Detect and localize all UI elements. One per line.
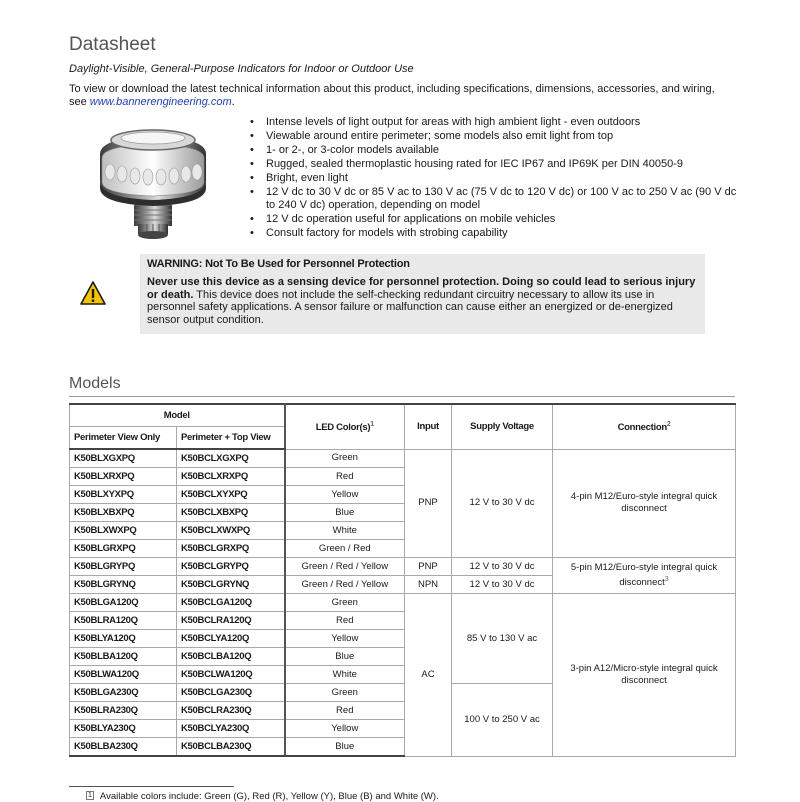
feature-item: • 12 V dc operation useful for applications on mobile vehicles	[250, 213, 740, 226]
models-section-title: Models	[69, 375, 121, 392]
table-row	[70, 449, 736, 468]
model-perimeter: K50BLXYXPQ	[70, 486, 177, 504]
model-perimeter-top: K50BCLXWXPQ	[177, 522, 285, 540]
header-connection	[553, 404, 736, 449]
model-perimeter-top: K50BCLGA120Q	[177, 594, 285, 612]
header-connection-label: Connection	[617, 422, 667, 434]
led-color: Green	[285, 684, 405, 702]
model-perimeter: K50BLGRXPQ	[70, 540, 177, 558]
supply-voltage: 85 V to 130 V ac	[452, 594, 553, 684]
page-subtitle: Daylight-Visible, General-Purpose Indicators for Indoor or Outdoor Use	[69, 63, 414, 75]
feature-item: • Bright, even light	[250, 172, 740, 185]
model-perimeter: K50BLYA120Q	[70, 630, 177, 648]
model-perimeter-top: K50BCLRA230Q	[177, 702, 285, 720]
connection-type	[553, 558, 736, 594]
feature-item: • Viewable around entire perimeter; some models also emit light from top	[250, 130, 740, 143]
section-divider	[69, 396, 735, 397]
warning-triangle-icon	[80, 281, 106, 305]
model-perimeter: K50BLGA230Q	[70, 684, 177, 702]
model-perimeter: K50BLXRXPQ	[70, 468, 177, 486]
led-color: White	[285, 666, 405, 684]
models-table	[69, 403, 736, 757]
feature-item: • 12 V dc to 30 V dc or 85 V ac to 130 V ac (75 V dc to 120 V dc) or 100 V ac to 250 V ac (90 V dc to 240 V dc) operation, depending on model	[250, 186, 740, 212]
supply-voltage: 12 V to 30 V dc	[452, 558, 553, 576]
footnote-ref[interactable]: 1	[370, 421, 374, 429]
model-perimeter: K50BLXBXPQ	[70, 504, 177, 522]
footnote-text: Available colors include: Green (G), Red (R), Yellow (Y), Blue (B) and White (W).	[99, 791, 439, 802]
led-color: Yellow	[285, 630, 405, 648]
intro-paragraph	[69, 83, 729, 109]
model-perimeter: K50BLRA230Q	[70, 702, 177, 720]
header-model: Model	[70, 404, 285, 427]
led-color: Green	[285, 449, 405, 468]
footnote-ref[interactable]: 2	[666, 421, 671, 429]
led-color: White	[285, 522, 405, 540]
model-perimeter-top: K50BCLGRYPQ	[177, 558, 285, 576]
warning-body-text: This device does not include the self-checking redundant circuitry necessary to allow its use in personnel safety applications. A sensor failure or malfunction can cause either an energized or de-energized sensor output condition.	[147, 288, 673, 326]
model-perimeter-top: K50BCLBA120Q	[177, 648, 285, 666]
led-color: Yellow	[285, 720, 405, 738]
header-perimeter-top-view: Perimeter + Top View	[177, 427, 285, 450]
feature-item: • Intense levels of light output for areas with high ambient light - even outdoors	[250, 116, 740, 129]
led-color: Green	[285, 594, 405, 612]
led-color: Red	[285, 612, 405, 630]
connection-type: 4-pin M12/Euro-style integral quick disconnect	[553, 449, 736, 558]
connection-type: 3-pin A12/Micro-style integral quick disconnect	[553, 594, 736, 757]
header-led-label: LED Color(s)	[315, 422, 371, 434]
led-color: Green / Red / Yellow	[285, 576, 405, 594]
model-perimeter-top: K50BCLYA230Q	[177, 720, 285, 738]
led-color: Green / Red	[285, 540, 405, 558]
footnote-ref[interactable]: 3	[664, 575, 669, 583]
feature-item: • Consult factory for models with strobing capability	[250, 227, 740, 240]
model-perimeter-top: K50BCLXBXPQ	[177, 504, 285, 522]
input-type: PNP	[405, 449, 452, 558]
model-perimeter: K50BLYA230Q	[70, 720, 177, 738]
model-perimeter-top: K50BCLGA230Q	[177, 684, 285, 702]
indicator-product-image	[88, 118, 218, 246]
website-link[interactable]: www.bannerengineering.com	[89, 96, 232, 108]
led-color: Blue	[285, 648, 405, 666]
model-perimeter-top: K50BCLBA230Q	[177, 738, 285, 757]
warning-text	[147, 276, 697, 326]
model-perimeter: K50BLBA120Q	[70, 648, 177, 666]
warning-title: WARNING: Not To Be Used for Personnel Protection	[147, 258, 410, 270]
model-perimeter: K50BLXGXPQ	[70, 449, 177, 468]
model-perimeter: K50BLGRYNQ	[70, 576, 177, 594]
header-input: Input	[405, 404, 452, 449]
table-row	[70, 558, 736, 576]
page-title: Datasheet	[69, 34, 156, 55]
feature-item: • 1- or 2-, or 3-color models available	[250, 144, 740, 157]
header-supply-voltage: Supply Voltage	[452, 404, 553, 449]
warning-bold-text: Never use this device as a sensing device for personnel protection. Doing so could lead to serious injury or death.	[147, 276, 696, 301]
model-perimeter-top: K50BCLWA120Q	[177, 666, 285, 684]
model-perimeter-top: K50BCLRA120Q	[177, 612, 285, 630]
intro-end: .	[231, 96, 235, 108]
feature-item: • Rugged, sealed thermoplastic housing rated for IEC IP67 and IP69K per DIN 40050-9	[250, 158, 740, 171]
model-perimeter-top: K50BCLGRXPQ	[177, 540, 285, 558]
model-perimeter: K50BLRA120Q	[70, 612, 177, 630]
led-color: Red	[285, 468, 405, 486]
led-color: Red	[285, 702, 405, 720]
model-perimeter: K50BLXWXPQ	[70, 522, 177, 540]
header-perimeter-view: Perimeter View Only	[70, 427, 177, 450]
intro-text: To view or download the latest technical information about this product, including specifications, dimensions, accessories, and wiring, see	[69, 83, 715, 108]
supply-voltage: 100 V to 250 V ac	[452, 684, 553, 757]
model-perimeter-top: K50BCLXRXPQ	[177, 468, 285, 486]
supply-voltage: 12 V to 30 V dc	[452, 576, 553, 594]
footnote-divider	[69, 786, 234, 787]
connection-text: 5-pin M12/Euro-style integral quick disconnect	[570, 561, 718, 589]
table-row	[70, 594, 736, 612]
model-perimeter: K50BLGRYPQ	[70, 558, 177, 576]
led-color: Yellow	[285, 486, 405, 504]
input-type: NPN	[405, 576, 452, 594]
led-color: Green / Red / Yellow	[285, 558, 405, 576]
model-perimeter-top: K50BCLXYXPQ	[177, 486, 285, 504]
supply-voltage: 12 V to 30 V dc	[452, 449, 553, 558]
model-perimeter-top: K50BCLGRYNQ	[177, 576, 285, 594]
led-color: Blue	[285, 738, 405, 757]
input-type: AC	[405, 594, 452, 757]
model-perimeter: K50BLGA120Q	[70, 594, 177, 612]
input-type: PNP	[405, 558, 452, 576]
header-led-colors	[285, 404, 405, 449]
footnote-mark: 1	[88, 792, 92, 799]
footnote	[86, 791, 439, 802]
led-color: Blue	[285, 504, 405, 522]
model-perimeter: K50BLBA230Q	[70, 738, 177, 757]
feature-list	[250, 116, 740, 241]
model-perimeter-top: K50BCLXGXPQ	[177, 449, 285, 468]
model-perimeter: K50BLWA120Q	[70, 666, 177, 684]
model-perimeter-top: K50BCLYA120Q	[177, 630, 285, 648]
